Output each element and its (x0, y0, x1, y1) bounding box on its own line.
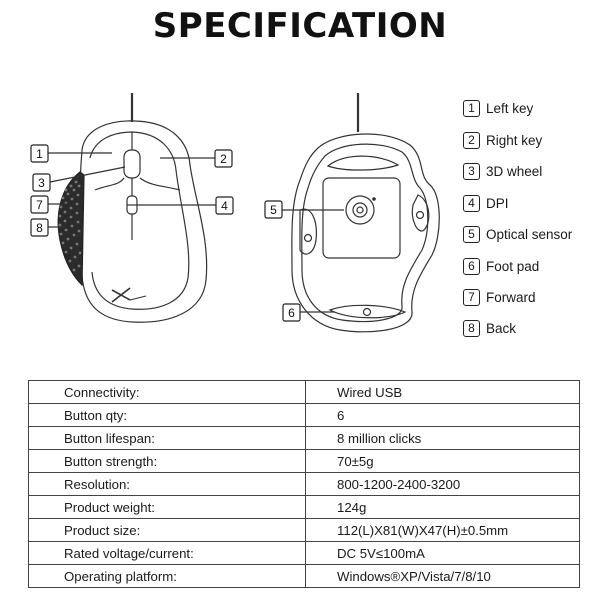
legend-number: 8 (463, 320, 480, 337)
page-title: SPECIFICATION (152, 6, 448, 46)
legend-item (463, 193, 509, 213)
legend-item (463, 161, 542, 181)
legend-label: DPI (486, 195, 509, 211)
spec-value: 8 million clicks (306, 427, 580, 450)
legend-item (463, 318, 516, 338)
callout-6: 6 (288, 306, 295, 320)
spec-key: Connectivity: (29, 381, 306, 404)
mouse-top-view (80, 93, 207, 322)
callout-2: 2 (220, 152, 227, 166)
table-row (29, 450, 580, 473)
table-row (29, 473, 580, 496)
spec-key: Button qty: (29, 404, 306, 427)
legend-label: Forward (486, 289, 536, 305)
legend-item (463, 98, 533, 118)
legend-label: 3D wheel (486, 163, 543, 179)
callout-8: 8 (36, 221, 43, 235)
legend-number: 2 (463, 132, 480, 149)
spec-key: Resolution: (29, 473, 306, 496)
legend-number: 4 (463, 195, 480, 212)
legend-label: Left key (486, 100, 534, 116)
table-row (29, 381, 580, 404)
legend-label: Right key (486, 132, 543, 148)
table-row (29, 519, 580, 542)
legend-number: 3 (463, 163, 480, 180)
legend-number: 5 (463, 226, 480, 243)
spec-key: Button strength: (29, 450, 306, 473)
spec-value: 112(L)X81(W)X47(H)±0.5mm (306, 519, 580, 542)
spec-key: Product size: (29, 519, 306, 542)
spec-value: 124g (306, 496, 580, 519)
callout-7: 7 (36, 198, 43, 212)
table-row (29, 565, 580, 588)
spec-value: 800-1200-2400-3200 (306, 473, 580, 496)
spec-key: Rated voltage/current: (29, 542, 306, 565)
legend-label: Back (486, 320, 517, 336)
legend-number: 1 (463, 100, 480, 117)
legend-item (463, 130, 542, 150)
spec-value: Wired USB (306, 381, 580, 404)
legend-item (463, 287, 536, 307)
legend-label: Optical sensor (486, 226, 573, 242)
legend-item (463, 256, 539, 276)
legend-item (463, 224, 572, 244)
legend-label: Foot pad (486, 258, 540, 274)
spec-value: 70±5g (306, 450, 580, 473)
legend-number: 6 (463, 258, 480, 275)
table-row (29, 404, 580, 427)
legend-number: 7 (463, 289, 480, 306)
spec-key: Button lifespan: (29, 427, 306, 450)
spec-value: DC 5V≤100mA (306, 542, 580, 565)
callout-1: 1 (36, 147, 43, 161)
side-grip (58, 172, 84, 285)
callout-4: 4 (221, 199, 228, 213)
table-row (29, 427, 580, 450)
spec-key: Operating platform: (29, 565, 306, 588)
spec-table (28, 380, 580, 588)
spec-value: Windows®XP/Vista/7/8/10 (306, 565, 580, 588)
table-row (29, 542, 580, 565)
callout-5: 5 (270, 203, 277, 217)
mouse-bottom-view (292, 93, 439, 332)
spec-key: Product weight: (29, 496, 306, 519)
spec-value: 6 (306, 404, 580, 427)
callout-3: 3 (38, 176, 45, 190)
table-row (29, 496, 580, 519)
